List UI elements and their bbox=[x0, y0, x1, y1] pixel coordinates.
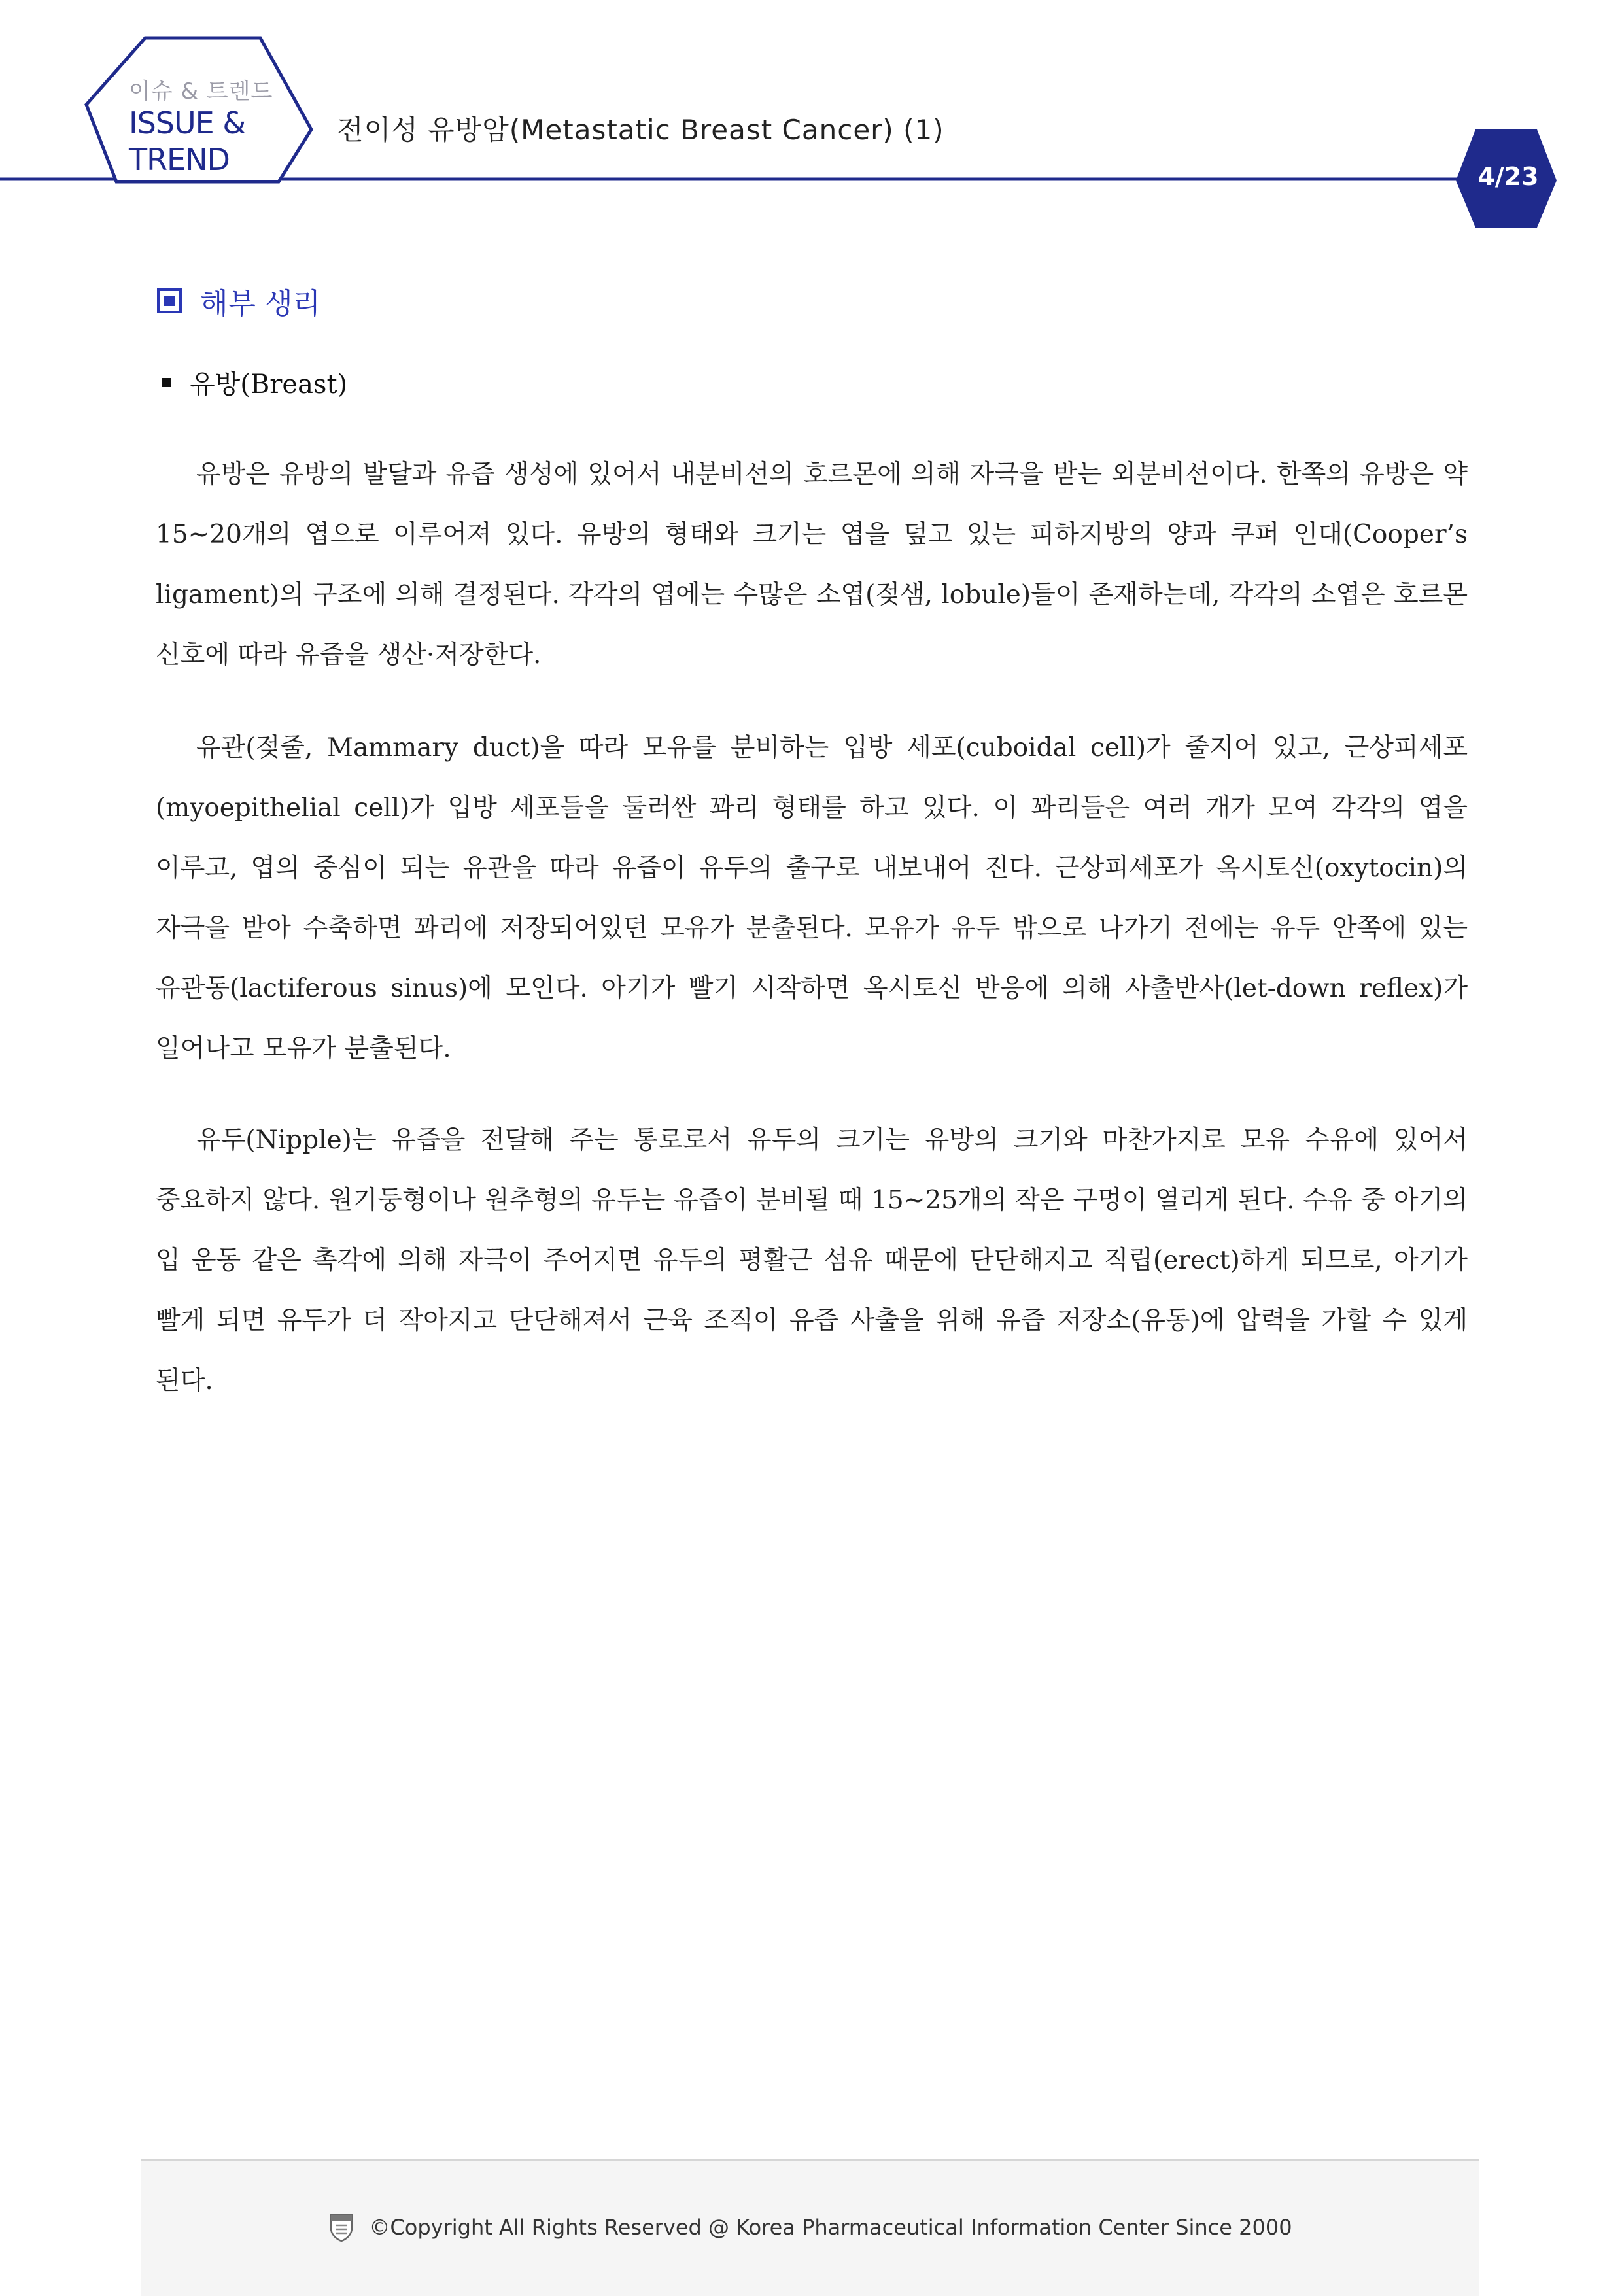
paragraph-3: 유두(Nipple)는 유즙을 전달해 주는 통로로서 유두의 크기는 유방의 크기와 마찬가지로 모유 수유에 있어서 중요하지 않다. 원기둥형이나 원추형의 유두는 유즙이 분비될 때 15~25개의 작은 구멍이 열리게 된다. 수유 중 아기의 입 운동 같은 촉각에 의해 자극이 주어지면 유두의 평활근 섬유 때문에 단단해지고 직립(erect)하게 되므로, 아기가 빨게 되면 유두가 더 작아지고 단단해져서 근육 조직이 유즙 사출을 위해 유즙 저장소(유동)에 압력을 가할 수 있게 된다. bbox=[156, 1125, 1468, 1396]
badge-title-line2: TREND bbox=[129, 142, 230, 177]
paragraph-2: 유관(젖줄, Mammary duct)을 따라 모유를 분비하는 입방 세포(cuboidal cell)가 줄지어 있고, 근상피세포(myoepithelial cell)가 입방 세포들을 둘러싼 꽈리 형태를 하고 있다. 이 꽈리들은 여러 개가 모여 각각의 엽을 이루고, 엽의 중심이 되는 유관을 따라 유즙이 유두의 출구로 내보내어 진다. 근상피세포가 옥시토신(oxytocin)의 자극을 받아 수축하면 꽈리에 저장되어있던 모유가 분출된다. 모유가 유두 밖으로 나가기 전에는 유두 안쪽에 있는 유관동(lactiferous sinus)에 모인다. 아기가 빨기 시작하면 옥시토신 반응에 의해 사출반사(let-down reflex)가 일어나고 모유가 분출된다. bbox=[156, 733, 1468, 1063]
badge-subtitle: 이슈 & 트렌드 bbox=[129, 78, 273, 105]
footer-content bbox=[141, 2212, 1479, 2242]
page-number: 4/23 bbox=[1477, 162, 1539, 191]
paragraph-1: 유방은 유방의 발달과 유즙 생성에 있어서 내분비선의 호르몬에 의해 자극을 받는 외분비선이다. 한쪽의 유방은 약 15~20개의 엽으로 이루어져 있다. 유방의 형태와 크기는 엽을 덮고 있는 피하지방의 양과 쿠퍼 인대(Cooper’s ligament)의 구조에 의해 결정된다. 각각의 엽에는 수많은 소엽(젖샘, lobule)들이 존재하는데, 각각의 소엽은 호르몬 신호에 따라 유즙을 생산·저장한다. bbox=[156, 460, 1468, 670]
page-header bbox=[0, 0, 1622, 235]
square-bullet-icon bbox=[162, 378, 171, 387]
sub-heading-text: 유방(Breast) bbox=[190, 369, 348, 400]
badge-title bbox=[129, 105, 245, 178]
shield-logo-icon bbox=[328, 2212, 354, 2242]
filled-square-icon bbox=[157, 288, 182, 313]
copyright-text: ©Copyright All Rights Reserved @ Korea Pharmaceutical Information Center Since 2000 bbox=[369, 2215, 1292, 2240]
sub-heading bbox=[162, 364, 347, 401]
section-heading-text: 해부 생리 bbox=[200, 287, 321, 320]
page-footer bbox=[141, 2159, 1479, 2296]
badge-title-line1: ISSUE & bbox=[129, 105, 246, 141]
document-title: 전이성 유방암(Metastatic Breast Cancer) (1) bbox=[337, 114, 944, 146]
section-heading bbox=[157, 280, 320, 322]
